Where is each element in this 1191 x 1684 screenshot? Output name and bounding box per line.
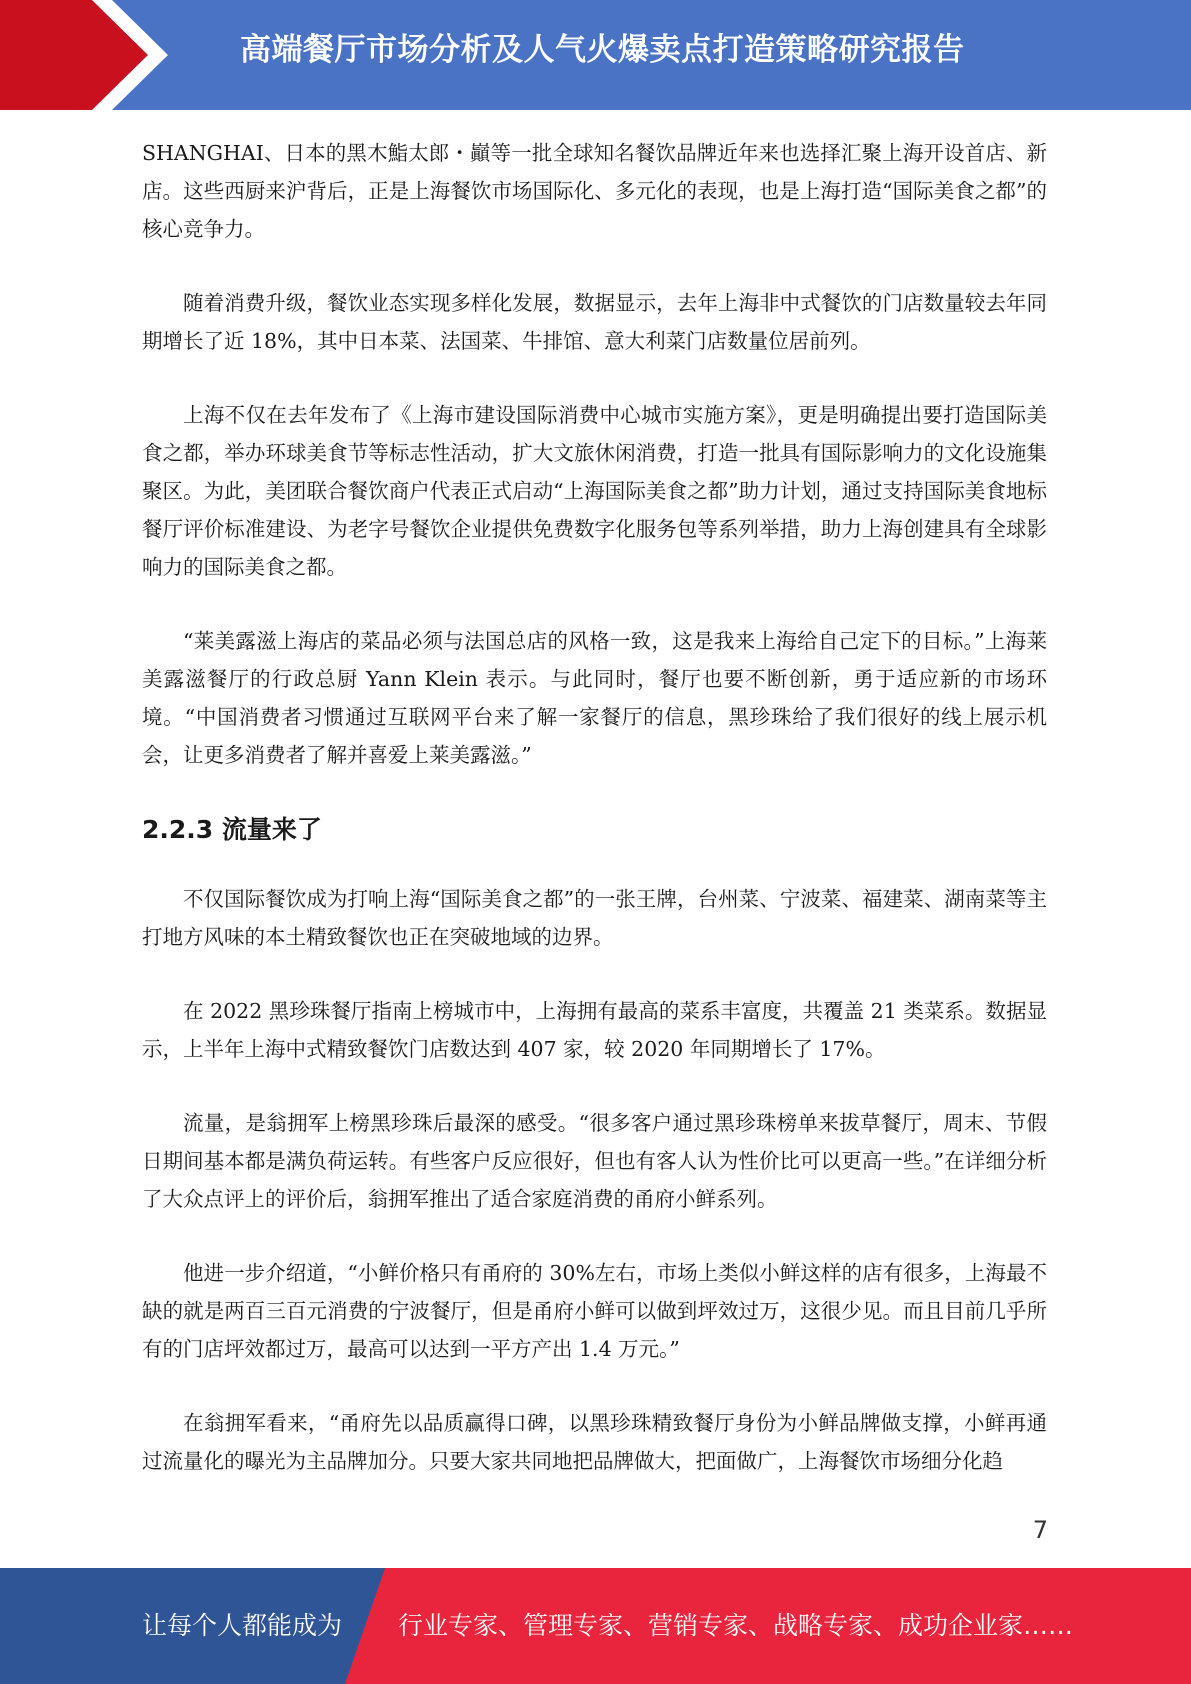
- paragraph: 上海不仅在去年发布了《上海市建设国际消费中心城市实施方案》，更是明确提出要打造国际美食之都，举办环球美食节等标志性活动，扩大文旅休闲消费，打造一批具有国际影响力的文化设施集聚区。为此，美团联合餐饮商户代表正式启动“上海国际美食之都”助力计划，通过支持国际美食地标餐厅评价标准建设、为老字号餐饮企业提供免费数字化服务包等系列举措，助力上海创建具有全球影响力的国际美食之都。: [142, 403, 1047, 579]
- report-title: 高端餐厅市场分析及人气火爆卖点打造策略研究报告: [240, 32, 965, 68]
- page-header: [0, 0, 1191, 110]
- paragraph: 随着消费升级，餐饮业态实现多样化发展，数据显示，去年上海非中式餐饮的门店数量较去年同期增长了近 18%，其中日本菜、法国菜、牛排馆、意大利菜门店数量位居前列。: [142, 291, 1047, 353]
- paragraph: 不仅国际餐饮成为打响上海“国际美食之都”的一张王牌，台州菜、宁波菜、福建菜、湖南菜等主打地方风味的本土精致餐饮也正在突破地域的边界。: [142, 887, 1047, 949]
- footer-slogan-left: 让每个人都能成为: [142, 1611, 343, 1640]
- section-heading: 2.2.3 流量来了: [142, 815, 322, 844]
- paragraph: 在翁拥军看来，“甬府先以品质赢得口碑，以黑珍珠精致餐厅身份为小鲜品牌做支撑，小鲜再通过流量化的曝光为主品牌加分。只要大家共同地把品牌做大，把面做广，上海餐饮市场细分化趋: [142, 1411, 1047, 1473]
- paragraph: “莱美露滋上海店的菜品必须与法国总店的风格一致，这是我来上海给自己定下的目标。”上海莱美露滋餐厅的行政总厨 Yann Klein 表示。与此同时，餐厅也要不断创新，勇于适应新的市场环境。“中国消费者习惯通过互联网平台来了解一家餐厅的信息，黑珍珠给了我们很好的线上展示机会，让更多消费者了解并喜爱上莱美露滋。”: [142, 629, 1047, 767]
- paragraph: 他进一步介绍道，“小鲜价格只有甬府的 30%左右，市场上类似小鲜这样的店有很多，上海最不缺的就是两百三百元消费的宁波餐厅，但是甬府小鲜可以做到坪效过万，这很少见。而且目前几乎所有的门店坪效都过万，最高可以达到一平方产出 1.4 万元。”: [142, 1261, 1047, 1361]
- paragraph: 在 2022 黑珍珠餐厅指南上榜城市中，上海拥有最高的菜系丰富度，共覆盖 21 类菜系。数据显示，上半年上海中式精致餐饮门店数达到 407 家，较 2020 年同期增长了 17%。: [142, 999, 1047, 1061]
- page-number: 7: [1032, 1516, 1048, 1544]
- paragraph: 流量，是翁拥军上榜黑珍珠后最深的感受。“很多客户通过黑珍珠榜单来拔草餐厅，周末、节假日期间基本都是满负荷运转。有些客户反应很好，但也有客人认为性价比可以更高一些。”在详细分析了大众点评上的评价后，翁拥军推出了适合家庭消费的甬府小鲜系列。: [142, 1111, 1047, 1211]
- footer-slogan-right: 行业专家、管理专家、营销专家、战略专家、成功企业家……: [398, 1611, 1074, 1640]
- document-body: [142, 134, 1047, 1516]
- paragraph: SHANGHAI、日本的黑木鮨太郎・巓等一批全球知名餐饮品牌近年来也选择汇聚上海开设首店、新店。这些西厨来沪背后，正是上海餐饮市场国际化、多元化的表现，也是上海打造“国际美食之都”的核心竞争力。: [142, 141, 1047, 241]
- page-footer: [0, 1568, 1191, 1684]
